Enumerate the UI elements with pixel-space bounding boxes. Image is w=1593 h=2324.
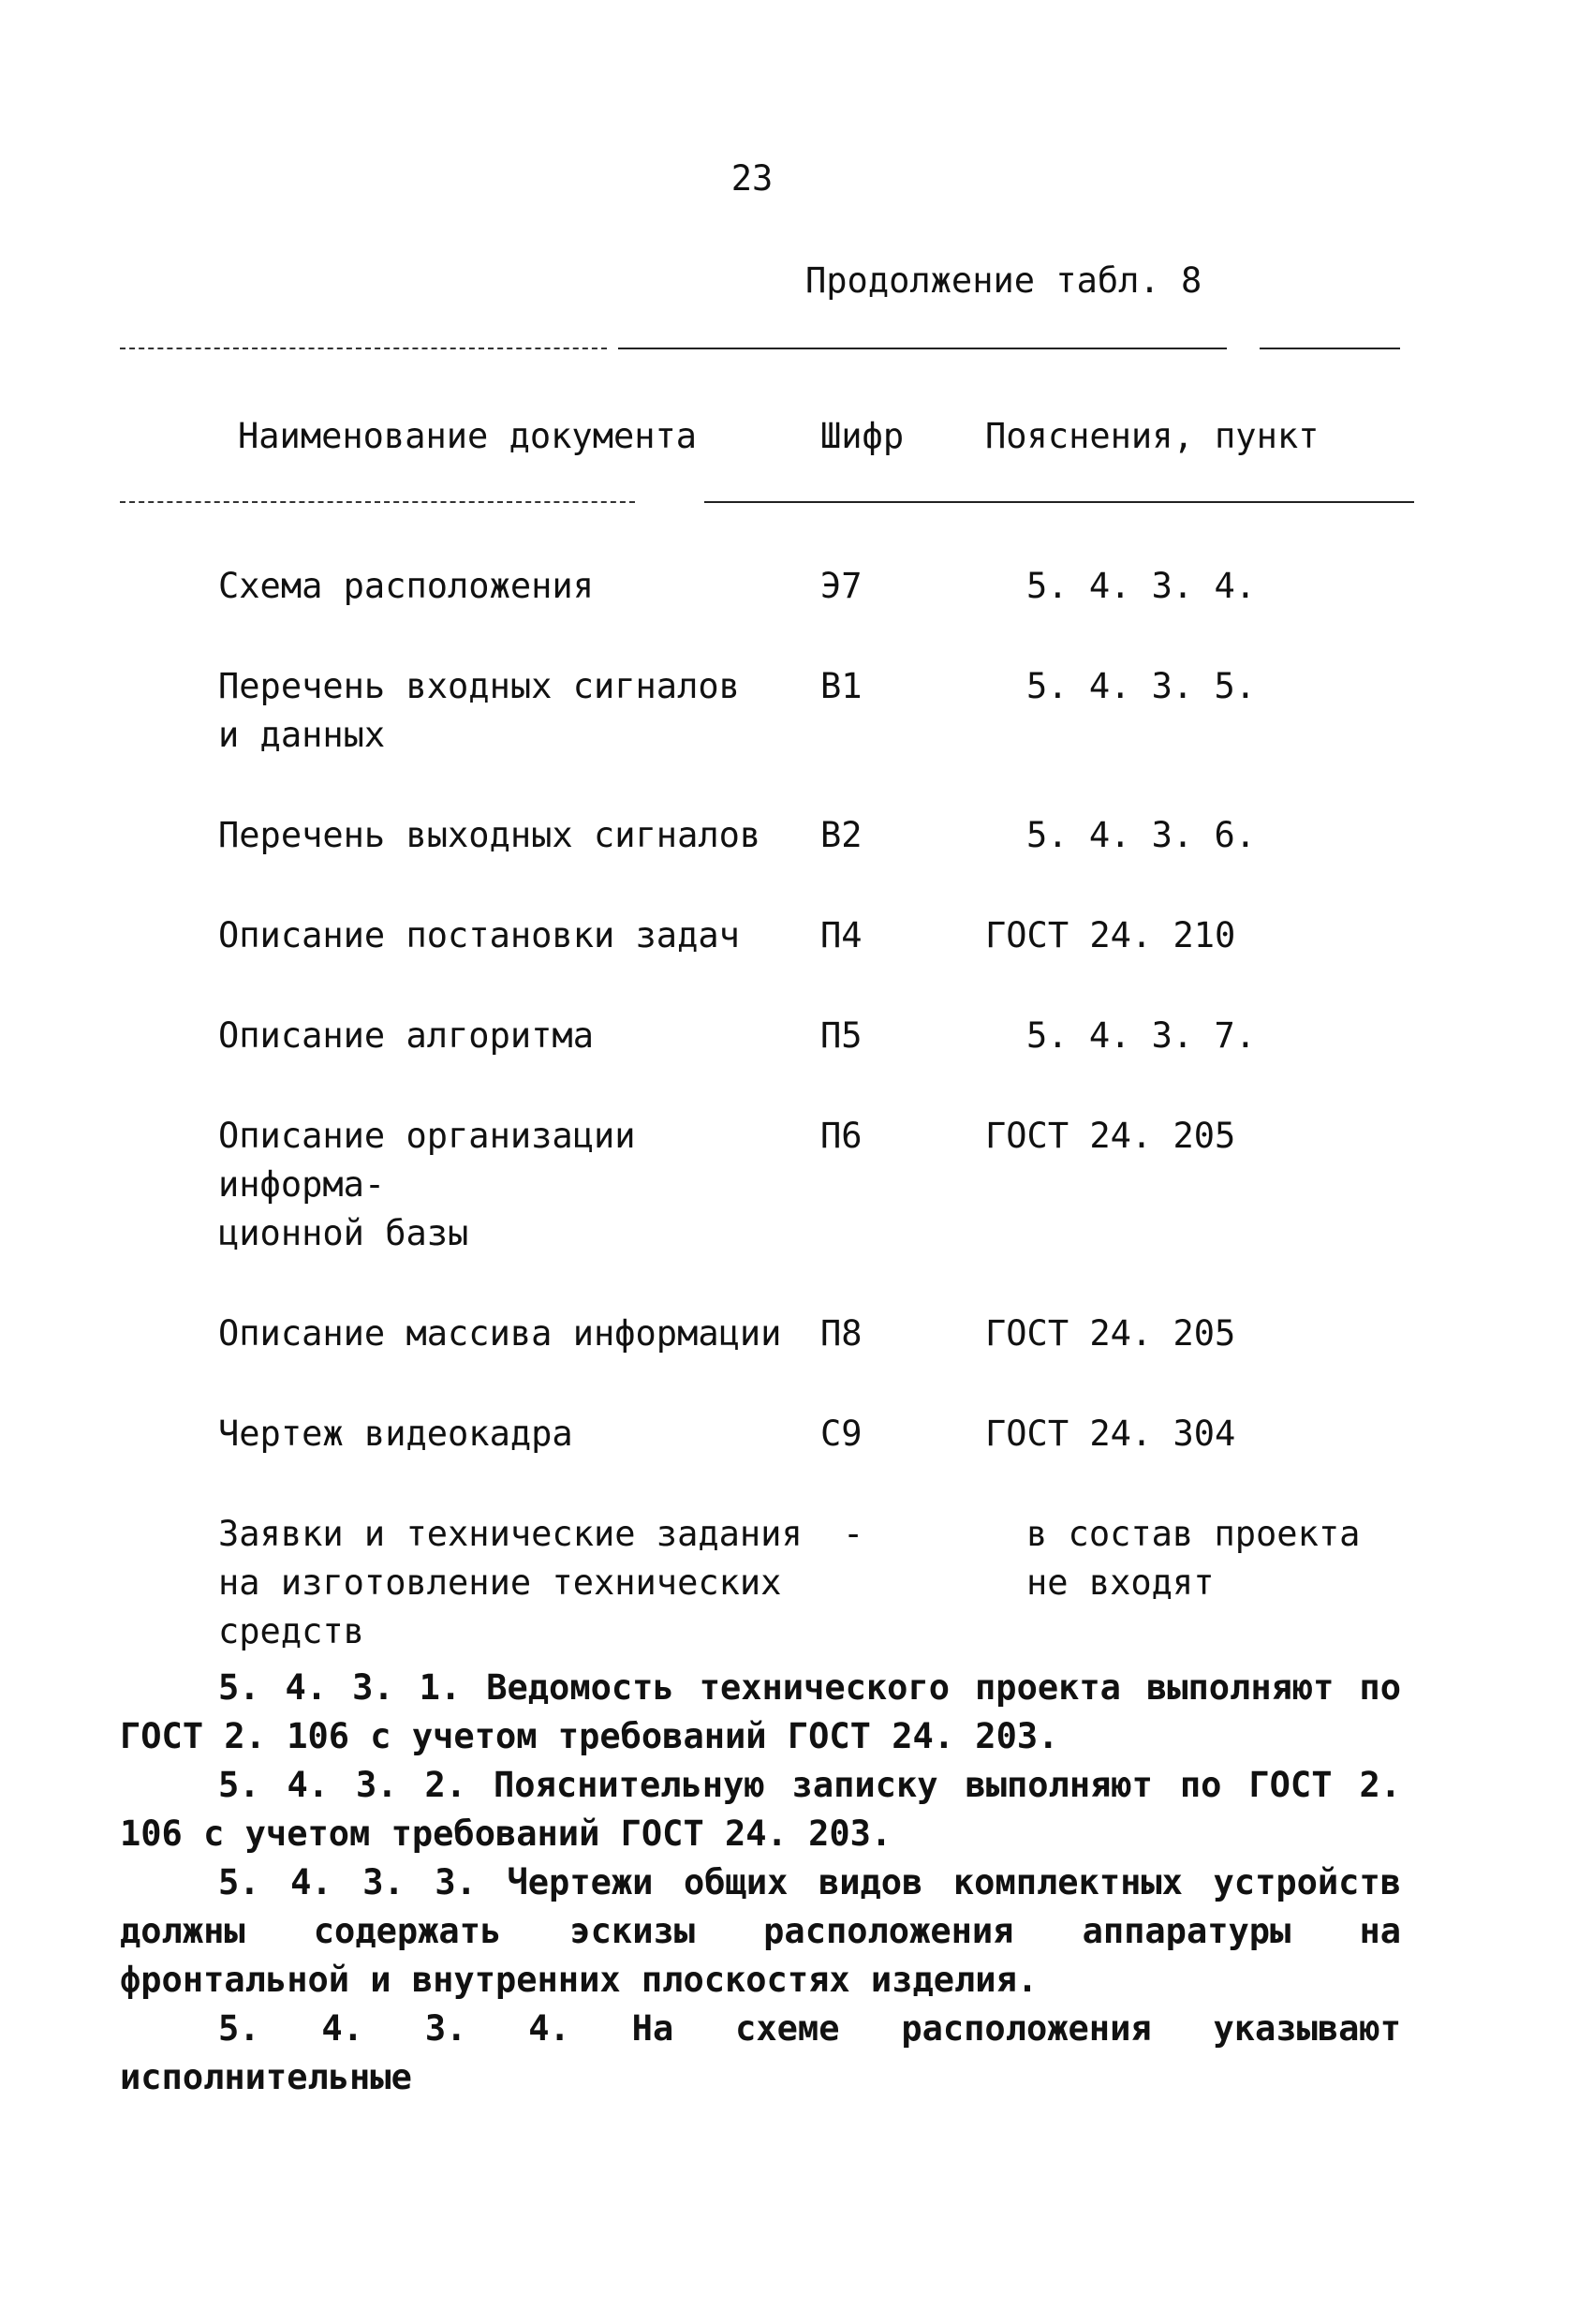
paragraph: 5. 4. 3. 4. На схеме расположения указывают исполнительные: [120, 2008, 1401, 2097]
column-header-code: Шифр: [820, 416, 905, 456]
table-row: [0, 562, 1593, 611]
document-note-cell: ГОСТ 24. 205: [985, 1313, 1236, 1354]
body-text: [120, 1664, 1401, 2102]
document-note-cell: ГОСТ 24. 210: [985, 915, 1236, 955]
table-row: [0, 1112, 1593, 1258]
page-number: 23: [730, 158, 774, 199]
table-row: [0, 1310, 1593, 1358]
document-code-cell: В1: [820, 666, 863, 706]
table-top-rule: [618, 348, 1227, 349]
column-header-note: Пояснения, пункт: [985, 416, 1320, 456]
document-name-cell: Описание алгоритма: [218, 1015, 594, 1056]
table-continuation-label: Продолжение табл. 8: [805, 260, 1202, 301]
document-code-cell: С9: [820, 1414, 863, 1454]
column-header-name: Наименование документа: [238, 416, 698, 456]
document-note-cell: в состав проекта не входят: [1026, 1514, 1361, 1603]
document-note-cell: 5. 4. 3. 5.: [1026, 666, 1257, 706]
table-top-rule: [120, 348, 607, 349]
document-code-cell: Э7: [820, 566, 863, 606]
table-body: [0, 562, 1593, 1708]
document-name-cell: Описание массива информации: [218, 1313, 782, 1354]
table-top-rule: [1260, 348, 1400, 349]
document-note-cell: 5. 4. 3. 4.: [1026, 566, 1257, 606]
document-name-cell: Перечень входных сигналов и данных: [218, 666, 740, 755]
document-code-cell: П5: [820, 1015, 863, 1056]
document-code-cell: В2: [820, 815, 863, 855]
paragraph: 5. 4. 3. 1. Ведомость технического проекта выполняют по ГОСТ 2. 106 с учетом требований ГОСТ 24. 203.: [120, 1667, 1401, 1756]
table-row: [0, 662, 1593, 760]
document-note-cell: ГОСТ 24. 304: [985, 1414, 1236, 1454]
document-name-cell: Чертеж видеокадра: [218, 1414, 573, 1454]
table-row: [0, 1012, 1593, 1060]
table-row: [0, 811, 1593, 860]
document-name-cell: Описание организации информа- ционной базы: [218, 1116, 636, 1253]
document-name-cell: Схема расположения: [218, 566, 594, 606]
paragraph: 5. 4. 3. 2. Пояснительную записку выполняют по ГОСТ 2. 106 с учетом требований ГОСТ 24. 203.: [120, 1765, 1401, 1854]
paragraph: 5. 4. 3. 3. Чертежи общих видов комплектных устройств должны содержать эскизы расположения аппаратуры на фронтальной и внутренних плоскостях изделия.: [120, 1862, 1401, 2000]
table-header: [0, 412, 1593, 461]
document-code-cell: П8: [820, 1313, 863, 1354]
table-header-rule: [120, 501, 635, 503]
table-row: [0, 1510, 1593, 1656]
table-row: [0, 1410, 1593, 1458]
document-name-cell: Заявки и технические задания на изготовление технических средств: [218, 1514, 803, 1651]
document-note-cell: ГОСТ 24. 205: [985, 1116, 1236, 1156]
table-row: [0, 911, 1593, 960]
document-name-cell: Перечень выходных сигналов: [218, 815, 761, 855]
document-code-cell: -: [843, 1514, 864, 1554]
document-code-cell: П6: [820, 1116, 863, 1156]
document-code-cell: П4: [820, 915, 863, 955]
document-name-cell: Описание постановки задач: [218, 915, 740, 955]
table-header-rule: [704, 501, 1414, 503]
document-note-cell: 5. 4. 3. 7.: [1026, 1015, 1257, 1056]
document-note-cell: 5. 4. 3. 6.: [1026, 815, 1257, 855]
